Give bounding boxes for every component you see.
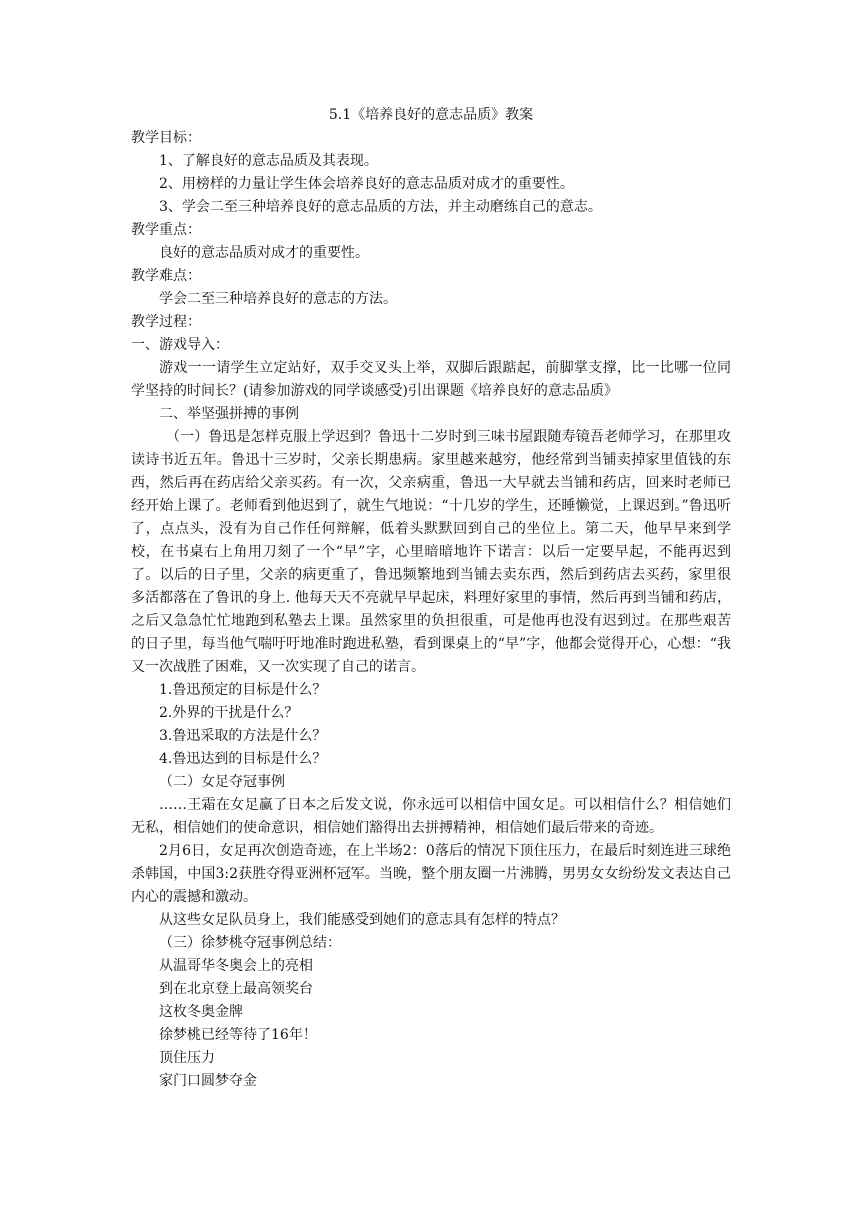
story1-paragraph: （一）鲁迅是怎样克服上学迟到？鲁迅十二岁时到三味书屋跟随寿镜吾老师学习，在那里攻读诗书近五年。鲁迅十三岁时，父亲长期患病。家里越来越穷，他经常到当铺卖掉家里值钱的东西，然后再在药店给父亲买药。有一次，父亲病重，鲁迅一大早就去当铺和药店，回来时老师已经开始上课了。老师看到他迟到了，就生气地说：“十几岁的学生，还睡懒觉，上课迟到。”鲁迅听了，点点头，没有为自己作任何辩解，低着头默默回到自己的坐位上。第二天，他早早来到学校，在书桌右上角用刀刻了一个“早”字，心里暗暗地许下诺言：以后一定要早起，不能再迟到了。以后的日子里，父亲的病更重了，鲁迅频繁地到当铺去卖东西，然后到药店去买药，家里很多活都落在了鲁讯的身上. 他每天天不亮就早早起床，料理好家里的事情，然后再到当铺和药店，之后又急急忙忙地跑到私塾去上课。虽然家里的负担很重，可是他再也没有迟到过。在那些艰苦的日子里，每当他气喘吁吁地准时跑进私塾，看到课桌上的“早”字，他都会觉得开心，心想：“我又一次战胜了困难，又一次实现了自己的诺言。 (131, 429, 731, 675)
key-point-text: 良好的意志品质对成才的重要性。 (159, 245, 369, 261)
story3-line: 顶住压力 (159, 1050, 215, 1066)
story3-line: 这枚冬奥金牌 (159, 1004, 243, 1020)
document-body (131, 104, 731, 1093)
objective-item: 3、学会二至三种培养良好的意志品质的方法，并主动磨练自己的意志。 (159, 199, 602, 215)
story3-line: 徐梦桃已经等待了16年！ (159, 1027, 317, 1043)
story2-paragraph: 2月6日，女足再次创造奇迹，在上半场2：0落后的情况下顶住压力，在最后时刻连进三球绝杀韩国，中国3:2获胜夺得亚洲杯冠军。当晚，整个朋友圈一片沸腾，男男女女纷纷发文表达自己内心的震撼和激动。 (131, 843, 731, 905)
difficulty-text: 学会二至三种培养良好的意志的方法。 (159, 291, 397, 307)
section2-heading: 二、举坚强拼搏的事例 (159, 406, 299, 422)
question-item: 2.外界的干扰是什么？ (159, 705, 299, 721)
objective-item: 1、了解良好的意志品质及其表现。 (159, 153, 378, 169)
key-point-heading: 教学重点： (131, 222, 201, 238)
difficulty-heading: 教学难点： (131, 268, 201, 284)
section1-paragraph: 游戏一一请学生立定站好，双手交叉头上举，双脚后跟踮起，前脚掌支撑，比一比哪一位同学坚持的时间长？(请参加游戏的同学谈感受)引出课题《培养良好的意志品质》 (131, 360, 731, 399)
section1-heading: 一、游戏导入： (131, 337, 229, 353)
story2-heading: （二）女足夺冠事例 (159, 774, 285, 790)
story3-line: 到在北京登上最高领奖台 (159, 981, 313, 997)
question-item: 3.鲁迅采取的方法是什么？ (159, 728, 327, 744)
process-heading: 教学过程： (131, 314, 201, 330)
story3-line: 家门口圆梦夺金 (159, 1073, 257, 1089)
question-item: 1.鲁迅预定的目标是什么？ (159, 682, 327, 698)
objectives-heading: 教学目标： (131, 130, 201, 146)
document-title: 5.1《培养良好的意志品质》教案 (328, 107, 534, 123)
story2-paragraph: ……王霜在女足赢了日本之后发文说，你永远可以相信中国女足。可以相信什么？相信她们无私，相信她们的使命意识，相信她们豁得出去拼搏精神，相信她们最后带来的奇迹。 (131, 797, 731, 836)
story3-heading: （三）徐梦桃夺冠事例总结： (159, 935, 341, 951)
story2-question: 从这些女足队员身上，我们能感受到她们的意志具有怎样的特点？ (159, 912, 565, 928)
question-item: 4.鲁迅达到的目标是什么？ (159, 751, 327, 767)
story3-line: 从温哥华冬奥会上的亮相 (159, 958, 313, 974)
objective-item: 2、用榜样的力量让学生体会培养良好的意志品质对成才的重要性。 (159, 176, 574, 192)
